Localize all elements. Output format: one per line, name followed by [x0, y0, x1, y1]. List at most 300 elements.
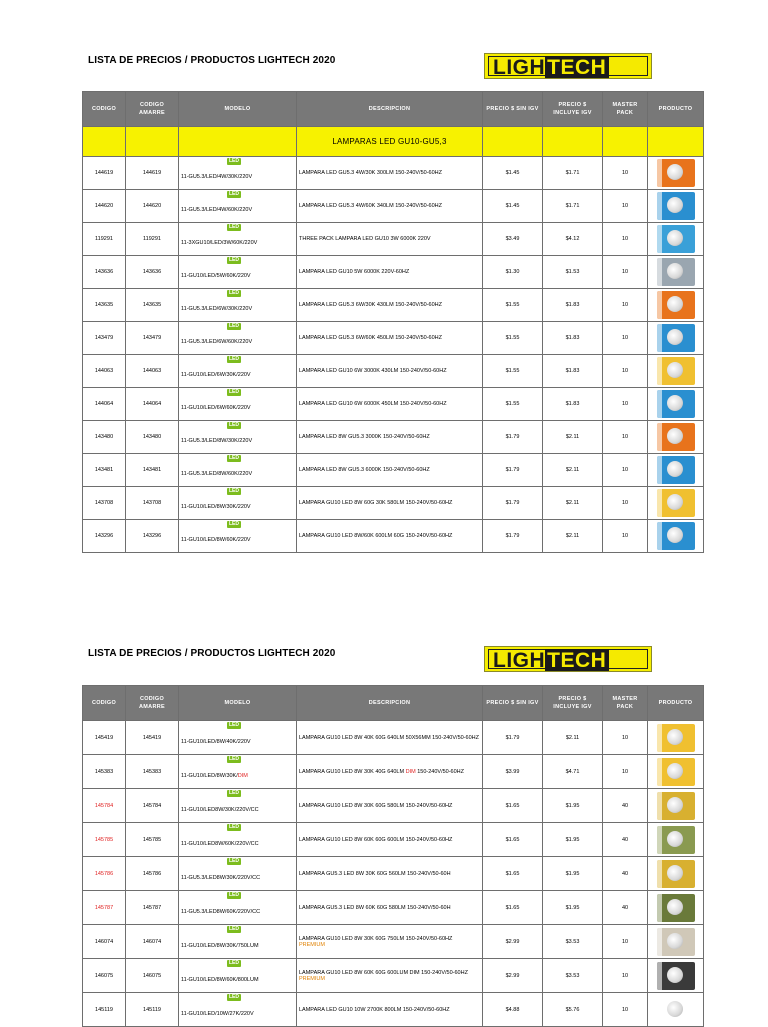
cell-master-pack	[603, 322, 648, 355]
modelo-value: 11-GU10/LED/5W/60K/220V	[181, 273, 251, 279]
cell-producto	[648, 520, 704, 553]
codigo-value: 143481	[94, 467, 114, 473]
codigo-amarre-value: 145784	[142, 802, 162, 809]
header-descripcion: DESCRIPCION	[297, 686, 483, 721]
descripcion-value: LAMPARA GU5.3 LED 8W 60K 60G 580LM 150-240V/50-60H	[299, 904, 451, 911]
precio-sin-igv-value: $1.79	[505, 434, 520, 440]
table-row	[83, 755, 704, 789]
page-title-2: LISTA DE PRECIOS / PRODUCTOS LIGHTECH 2020	[88, 648, 336, 659]
cell-precio-sin-igv	[483, 223, 543, 256]
cell-modelo	[179, 355, 297, 388]
codigo-value: 145419	[94, 734, 114, 741]
master-pack-value: 40	[621, 904, 629, 911]
cell-master-pack	[603, 190, 648, 223]
led-badge: LED	[229, 892, 239, 898]
cell-precio-sin-igv	[483, 993, 543, 1027]
cell-codigo-amarre	[126, 289, 179, 322]
cell-descripcion	[297, 959, 483, 993]
cell-codigo-amarre	[126, 993, 179, 1027]
cell-producto	[648, 157, 704, 190]
bulb-icon	[667, 831, 683, 847]
cell-precio-incluye-igv	[543, 223, 603, 256]
cell-descripcion	[297, 789, 483, 823]
cell-descripcion	[297, 755, 483, 789]
cell-codigo	[83, 487, 126, 520]
modelo-value: 11-GU10/LED/8W/30K/220V	[181, 504, 251, 510]
cell-precio-sin-igv	[483, 487, 543, 520]
bulb-icon	[667, 494, 683, 510]
product-image	[657, 996, 695, 1024]
cell-precio-sin-igv	[483, 421, 543, 454]
cell-codigo-amarre	[126, 891, 179, 925]
led-badge: LED	[229, 926, 239, 932]
codigo-value: 146075	[94, 972, 114, 979]
price-table-2	[82, 685, 704, 1027]
cell-producto	[648, 959, 704, 993]
cell-codigo	[83, 789, 126, 823]
cell-codigo-amarre	[126, 454, 179, 487]
cell-modelo	[179, 721, 297, 755]
codigo-amarre-value: 144619	[142, 170, 162, 176]
codigo-value: 144064	[94, 401, 114, 407]
cell-codigo-amarre	[126, 857, 179, 891]
master-pack-value: 40	[621, 870, 629, 877]
master-pack-value: 10	[621, 938, 629, 945]
descripcion-value: LAMPARA LED 8W GU5.3 3000K 150-240V/50-60HZ	[299, 434, 430, 440]
master-pack-value: 40	[621, 836, 629, 843]
codigo-amarre-value: 145785	[142, 836, 162, 843]
led-badge: LED	[229, 824, 239, 830]
descripcion-value: LAMPARA GU5.3 LED 8W 30K 60G 560LM 150-240V/50-60H	[299, 870, 451, 877]
precio-sin-igv-value: $3.99	[505, 768, 520, 775]
modelo-value: 11-GU5.3/LED/8W/60K/220V	[181, 471, 253, 477]
cell-precio-sin-igv	[483, 157, 543, 190]
descripcion-tail: 150-240V/50-60HZ	[415, 768, 464, 775]
precio-sin-igv-value: $1.79	[505, 533, 520, 539]
descripcion-value: LAMPARA LED GU10 6W 6000K 450LM 150-240V/50-60HZ	[299, 401, 447, 407]
cell-precio-incluye-igv	[543, 789, 603, 823]
table-row	[83, 925, 704, 959]
cell-precio-sin-igv	[483, 755, 543, 789]
codigo-value: 146074	[94, 938, 114, 945]
precio-sin-igv-value: $1.55	[505, 368, 520, 374]
lightech-logo-2: LIGHTECH	[484, 646, 652, 672]
cell-modelo	[179, 421, 297, 454]
codigo-amarre-value: 145419	[142, 734, 162, 741]
table-row	[83, 454, 704, 487]
cell-precio-incluye-igv	[543, 891, 603, 925]
bulb-icon	[667, 164, 683, 180]
descripcion-value: LAMPARA LED 8W GU5.3 6000K 150-240V/50-60HZ	[299, 467, 430, 473]
cell-master-pack	[603, 925, 648, 959]
cell-precio-sin-igv	[483, 190, 543, 223]
header-codigo-amarre: CODIGO AMARRE	[126, 686, 179, 721]
codigo-value: 119291	[95, 236, 113, 242]
master-pack-value: 10	[621, 368, 629, 374]
page-title-1: LISTA DE PRECIOS / PRODUCTOS LIGHTECH 2020	[88, 55, 336, 66]
cell-precio-incluye-igv	[543, 993, 603, 1027]
bulb-icon	[667, 296, 683, 312]
precio-sin-igv-value: $1.45	[505, 170, 520, 176]
codigo-amarre-value: 143481	[142, 467, 162, 473]
cell-precio-incluye-igv	[543, 157, 603, 190]
cell-modelo	[179, 520, 297, 553]
cell-modelo	[179, 388, 297, 421]
cell-producto	[648, 857, 704, 891]
cell-precio-incluye-igv	[543, 289, 603, 322]
cell-descripcion	[297, 355, 483, 388]
cell-descripcion	[297, 823, 483, 857]
precio-sin-igv-value: $1.55	[505, 335, 520, 341]
codigo-value: 143635	[94, 302, 114, 308]
table-row	[83, 421, 704, 454]
master-pack-value: 10	[621, 467, 629, 473]
precio-sin-igv-value: $1.65	[505, 802, 520, 809]
precio-sin-igv-value: $1.55	[505, 401, 520, 407]
cell-modelo	[179, 256, 297, 289]
cell-codigo-amarre	[126, 157, 179, 190]
cell-codigo	[83, 755, 126, 789]
cell-master-pack	[603, 823, 648, 857]
cell-precio-incluye-igv	[543, 959, 603, 993]
cell-producto	[648, 388, 704, 421]
led-badge: LED	[229, 191, 239, 197]
cell-precio-sin-igv	[483, 857, 543, 891]
cell-precio-incluye-igv	[543, 755, 603, 789]
product-image	[657, 225, 695, 253]
master-pack-value: 10	[621, 302, 629, 308]
bulb-icon	[667, 527, 683, 543]
table-row	[83, 157, 704, 190]
price-table-1	[82, 91, 704, 553]
cell-modelo	[179, 157, 297, 190]
precio-incluye-igv-value: $1.83	[565, 335, 580, 341]
cell-descripcion	[297, 891, 483, 925]
cell-modelo	[179, 959, 297, 993]
cell-precio-incluye-igv	[543, 823, 603, 857]
cell-descripcion	[297, 487, 483, 520]
codigo-amarre-value: 143480	[142, 434, 162, 440]
modelo-value: 11-GU5.3/LED8W/60K/220V/CC	[181, 908, 261, 915]
cell-producto	[648, 721, 704, 755]
codigo-value: 145786	[94, 870, 114, 877]
codigo-value: 143296	[94, 533, 114, 539]
descripcion-value: LAMPARA GU10 LED 8W 30K 40G 640LM	[299, 768, 406, 775]
descripcion-value: LAMPARA LED GU5.3 4W/30K 300LM 150-240V/50-60HZ	[299, 170, 442, 176]
header-precio-sin-igv: PRECIO $ SIN IGV	[483, 686, 543, 721]
led-badge: LED	[229, 158, 239, 164]
product-image	[657, 456, 695, 484]
cell-producto	[648, 487, 704, 520]
codigo-amarre-value: 143479	[142, 335, 162, 341]
cell-modelo	[179, 993, 297, 1027]
modelo-value: 11-GU5.3/LED8W/30K/220V/CC	[181, 874, 261, 881]
cell-precio-sin-igv	[483, 789, 543, 823]
cell-master-pack	[603, 355, 648, 388]
led-badge: LED	[229, 521, 239, 527]
master-pack-value: 40	[621, 802, 629, 809]
led-badge: LED	[229, 290, 239, 296]
codigo-amarre-value: 146075	[142, 972, 162, 979]
cell-master-pack	[603, 487, 648, 520]
cell-descripcion	[297, 289, 483, 322]
codigo-value: 143708	[94, 500, 114, 506]
product-image	[657, 390, 695, 418]
product-image	[657, 522, 695, 550]
led-badge: LED	[229, 224, 239, 230]
cell-codigo	[83, 891, 126, 925]
table-row	[83, 289, 704, 322]
descripcion-value: LAMPARA GU10 LED 8W 30K 60G 750LM 150-240V/50-60HZ	[299, 935, 453, 942]
codigo-value: 145785	[94, 836, 114, 843]
led-badge: LED	[229, 960, 239, 966]
modelo-value: 11-GU10/LED8W/60K/220V/CC	[181, 840, 259, 847]
product-image	[657, 324, 695, 352]
codigo-value: 144063	[94, 368, 114, 374]
cell-codigo-amarre	[126, 789, 179, 823]
precio-sin-igv-value: $4.88	[505, 1006, 520, 1013]
modelo-value: 11-GU10/LED/6W/30K/220V	[181, 372, 251, 378]
precio-sin-igv-value: $2.99	[505, 972, 520, 979]
product-image	[657, 258, 695, 286]
cell-producto	[648, 789, 704, 823]
bulb-icon	[667, 362, 683, 378]
bulb-icon	[667, 395, 683, 411]
master-pack-value: 10	[621, 1006, 629, 1013]
codigo-amarre-value: 144620	[142, 203, 162, 209]
cell-codigo-amarre	[126, 755, 179, 789]
table-row	[83, 721, 704, 755]
cell-producto	[648, 925, 704, 959]
led-badge: LED	[229, 455, 239, 461]
cell-master-pack	[603, 721, 648, 755]
cell-precio-sin-igv	[483, 256, 543, 289]
header-codigo: CODIGO	[83, 686, 126, 721]
cell-modelo	[179, 190, 297, 223]
cell-producto	[648, 355, 704, 388]
modelo-value: 11-GU5.3/LED/8W/30K/220V	[181, 438, 253, 444]
modelo-value: 11-GU10/LED/8W/60K/220V	[181, 537, 251, 543]
descripcion-value: THREE PACK LAMPARA LED GU10 3W 6000K 220V	[299, 236, 431, 242]
cell-descripcion	[297, 322, 483, 355]
master-pack-value: 10	[621, 972, 629, 979]
table-row	[83, 223, 704, 256]
precio-incluye-igv-value: $2.11	[565, 467, 580, 473]
precio-incluye-igv-value: $2.11	[565, 533, 580, 539]
codigo-value: 145787	[94, 904, 114, 911]
product-image	[657, 860, 695, 888]
cell-codigo	[83, 520, 126, 553]
cell-codigo-amarre	[126, 721, 179, 755]
cell-codigo	[83, 256, 126, 289]
bulb-icon	[667, 933, 683, 949]
cell-producto	[648, 322, 704, 355]
cell-descripcion	[297, 454, 483, 487]
cell-codigo-amarre	[126, 421, 179, 454]
cell-precio-incluye-igv	[543, 520, 603, 553]
precio-sin-igv-value: $1.79	[505, 467, 520, 473]
cell-codigo	[83, 223, 126, 256]
led-badge: LED	[229, 356, 239, 362]
codigo-value: 143479	[94, 335, 114, 341]
codigo-value: 144619	[94, 170, 114, 176]
modelo-value: 11-3XGU10/LED/3W/60K/220V	[181, 240, 258, 246]
modelo-value: 11-GU5.3/LED/6W/30K/220V	[181, 306, 253, 312]
product-image	[657, 894, 695, 922]
section-row	[83, 127, 704, 157]
table-row	[83, 355, 704, 388]
cell-producto	[648, 891, 704, 925]
cell-modelo	[179, 755, 297, 789]
cell-producto	[648, 755, 704, 789]
cell-codigo-amarre	[126, 355, 179, 388]
cell-codigo-amarre	[126, 959, 179, 993]
section-label: LAMPARAS LED GU10-GU5,3	[297, 127, 483, 157]
precio-sin-igv-value: $1.45	[505, 203, 520, 209]
precio-incluye-igv-value: $1.95	[565, 870, 580, 877]
cell-precio-incluye-igv	[543, 256, 603, 289]
modelo-value: 11-GU5.3/LED/4W/30K/220V	[181, 174, 253, 180]
cell-codigo	[83, 959, 126, 993]
cell-codigo-amarre	[126, 388, 179, 421]
cell-codigo	[83, 454, 126, 487]
cell-modelo	[179, 454, 297, 487]
cell-precio-incluye-igv	[543, 355, 603, 388]
header-master-pack: MASTER PACK	[603, 92, 648, 127]
cell-codigo	[83, 721, 126, 755]
codigo-amarre-value: 144063	[142, 368, 162, 374]
cell-master-pack	[603, 223, 648, 256]
cell-codigo-amarre	[126, 823, 179, 857]
table-row	[83, 256, 704, 289]
cell-descripcion	[297, 421, 483, 454]
cell-precio-sin-igv	[483, 355, 543, 388]
header-precio-incluye-igv: PRECIO $ INCLUYE IGV	[543, 92, 603, 127]
cell-precio-sin-igv	[483, 520, 543, 553]
table-row	[83, 959, 704, 993]
cell-precio-sin-igv	[483, 959, 543, 993]
cell-modelo	[179, 823, 297, 857]
cell-master-pack	[603, 993, 648, 1027]
product-image	[657, 357, 695, 385]
cell-codigo-amarre	[126, 190, 179, 223]
modelo-value: 11-GU5.3/LED/6W/60K/220V	[181, 339, 253, 345]
led-badge: LED	[229, 389, 239, 395]
master-pack-value: 10	[621, 236, 629, 242]
table-row	[83, 322, 704, 355]
cell-master-pack	[603, 289, 648, 322]
table-row	[83, 487, 704, 520]
product-image	[657, 758, 695, 786]
precio-incluye-igv-value: $2.11	[565, 734, 580, 741]
cell-precio-incluye-igv	[543, 454, 603, 487]
cell-descripcion	[297, 721, 483, 755]
precio-incluye-igv-value: $1.83	[565, 302, 580, 308]
product-image	[657, 192, 695, 220]
master-pack-value: 10	[621, 269, 629, 275]
cell-modelo	[179, 487, 297, 520]
led-badge: LED	[229, 422, 239, 428]
modelo-value: 11-GU10/LED/8W/30K/	[181, 772, 238, 779]
led-badge: LED	[229, 790, 239, 796]
precio-sin-igv-value: $1.55	[505, 302, 520, 308]
table-row	[83, 190, 704, 223]
cell-codigo-amarre	[126, 925, 179, 959]
cell-descripcion	[297, 993, 483, 1027]
master-pack-value: 10	[621, 203, 629, 209]
modelo-value: 11-GU10/LED/8W/30K/750LUM	[181, 942, 259, 949]
cell-codigo	[83, 190, 126, 223]
cell-modelo	[179, 223, 297, 256]
precio-incluye-igv-value: $1.71	[565, 170, 580, 176]
codigo-amarre-value: 144064	[142, 401, 162, 407]
descripcion-dim-tag: DIM	[405, 768, 416, 775]
descripcion-value: LAMPARA GU10 LED 8W 60K 60G 600LM 150-240V/50-60HZ	[299, 836, 453, 843]
product-image	[657, 792, 695, 820]
cell-precio-sin-igv	[483, 721, 543, 755]
master-pack-value: 10	[621, 434, 629, 440]
table-row	[83, 789, 704, 823]
cell-master-pack	[603, 959, 648, 993]
codigo-value: 144620	[94, 203, 114, 209]
descripcion-value: LAMPARA LED GU5.3 4W/60K 340LM 150-240V/50-60HZ	[299, 203, 442, 209]
table-row	[83, 520, 704, 553]
table-header-row	[83, 92, 704, 127]
cell-codigo-amarre	[126, 223, 179, 256]
led-badge: LED	[229, 323, 239, 329]
precio-incluye-igv-value: $1.53	[565, 269, 580, 275]
cell-descripcion	[297, 223, 483, 256]
precio-sin-igv-value: $1.79	[505, 734, 520, 741]
codigo-amarre-value: 145383	[142, 768, 162, 775]
cell-codigo	[83, 823, 126, 857]
descripcion-value: LAMPARA LED GU5.3 6W/60K 450LM 150-240V/50-60HZ	[299, 335, 442, 341]
led-badge: LED	[229, 756, 239, 762]
cell-modelo	[179, 789, 297, 823]
cell-master-pack	[603, 454, 648, 487]
descripcion-value: LAMPARA GU10 LED 8W 60K 60G 600LUM DIM 150-240V/50-60HZ	[299, 969, 468, 976]
led-badge: LED	[229, 858, 239, 864]
cell-precio-sin-igv	[483, 925, 543, 959]
cell-modelo	[179, 322, 297, 355]
led-badge: LED	[229, 994, 239, 1000]
cell-master-pack	[603, 755, 648, 789]
precio-incluye-igv-value: $1.71	[565, 203, 580, 209]
modelo-value: 11-GU10/LED8W/30K/220V/CC	[181, 806, 259, 813]
cell-producto	[648, 823, 704, 857]
precio-sin-igv-value: $2.99	[505, 938, 520, 945]
bulb-icon	[667, 763, 683, 779]
cell-precio-sin-igv	[483, 388, 543, 421]
bulb-icon	[667, 729, 683, 745]
bulb-icon	[667, 899, 683, 915]
descripcion-value: LAMPARA LED GU5.3 6W/30K 430LM 150-240V/50-60HZ	[299, 302, 442, 308]
cell-codigo	[83, 322, 126, 355]
product-image	[657, 826, 695, 854]
precio-incluye-igv-value: $4.12	[565, 236, 580, 242]
descripcion-value: LAMPARA GU10 LED 8W 30K 60G 580LM 150-240V/50-60HZ	[299, 802, 453, 809]
cell-precio-sin-igv	[483, 289, 543, 322]
led-badge: LED	[229, 488, 239, 494]
modelo-value: 11-GU10/LED/6W/60K/220V	[181, 405, 251, 411]
descripcion-value: LAMPARA LED GU10 5W 6000K 220V-60HZ	[299, 269, 410, 275]
cell-producto	[648, 289, 704, 322]
table-row	[83, 823, 704, 857]
cell-descripcion	[297, 388, 483, 421]
cell-codigo	[83, 388, 126, 421]
lightech-logo-1: LIGHTECH	[484, 53, 652, 79]
premium-tag: PREMIUM	[299, 975, 325, 982]
